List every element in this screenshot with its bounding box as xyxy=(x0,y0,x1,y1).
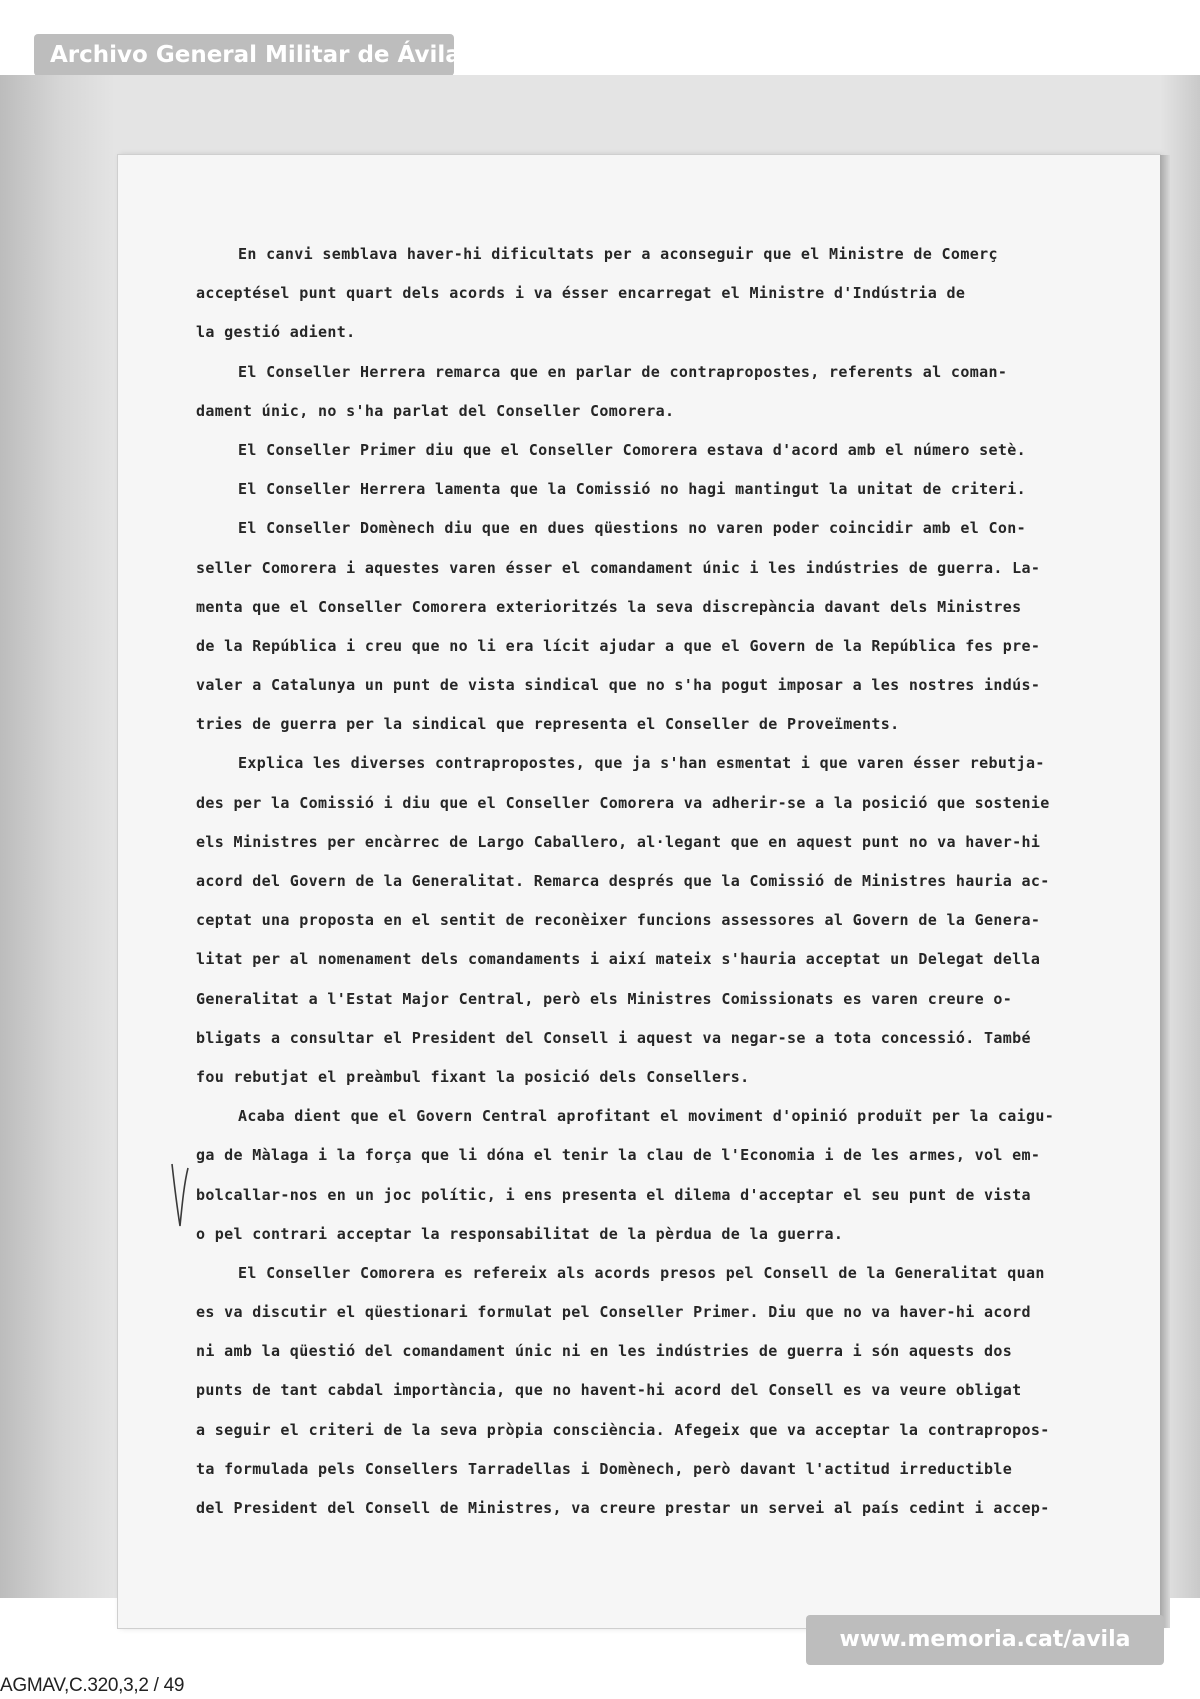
text-line: o pel contrari acceptar la responsabilitat de la pèrdua de la guerra. xyxy=(196,1224,844,1243)
text-line: des per la Comissió i diu que el Conseller Comorera va adherir-se a la posició que sostenie xyxy=(196,793,1050,812)
text-line: Generalitat a l'Estat Major Central, però els Ministres Comissionats es varen creure o- xyxy=(196,989,1013,1008)
text-line: menta que el Conseller Comorera exterioritzés la seva discrepància davant dels Ministres xyxy=(196,597,1022,616)
text-line: En canvi semblava haver-hi dificultats per a aconseguir que el Ministre de Comerç xyxy=(238,245,998,263)
text-line: El Conseller Herrera lamenta que la Comissió no hagi mantingut la unitat de criteri. xyxy=(238,480,1026,499)
text-line: ga de Màlaga i la força que li dóna el tenir la clau de l'Economia i de les armes, vol em- xyxy=(196,1146,1041,1165)
text-line: Acaba dient que el Govern Central aprofitant el moviment d'opinió produït per la caigu- xyxy=(238,1107,1055,1126)
text-line: els Ministres per encàrrec de Largo Caballero, al·legant que en aquest punt no va haver-hi xyxy=(196,832,1041,851)
site-caption: www.memoria.cat/avila xyxy=(806,1615,1164,1665)
page-edge xyxy=(1160,155,1170,1628)
text-line: tries de guerra per la sindical que representa el Conseller de Proveïments. xyxy=(196,715,900,734)
text-line: de la República i creu que no li era lícit ajudar a que el Govern de la República fes pre- xyxy=(196,636,1041,655)
handwritten-margin-mark xyxy=(168,1160,192,1230)
text-line: ni amb la qüestió del comandament únic ni en les indústries de guerra i són aquests dos xyxy=(196,1342,1013,1361)
text-line: El Conseller Domènech diu que en dues qüestions no varen poder coincidir amb el Con- xyxy=(238,519,1026,538)
text-line: es va discutir el qüestionari formulat pel Conseller Primer. Diu que no va haver-hi acord xyxy=(196,1303,1031,1322)
text-line: El Conseller Herrera remarca que en parlar de contrapropostes, referents al coman- xyxy=(238,362,1008,381)
text-line: bolcallar-nos en un joc polític, i ens presenta el dilema d'acceptar el seu punt de vista xyxy=(196,1185,1031,1204)
text-line: del President del Consell de Ministres, va creure prestar un servei al país cedint i accep- xyxy=(196,1499,1050,1517)
text-line: dament únic, no s'ha parlat del Conseller Comorera. xyxy=(196,401,675,420)
text-line: punts de tant cabdal importància, que no havent-hi acord del Consell es va veure obligat xyxy=(196,1381,1022,1400)
text-line: Explica les diverses contrapropostes, que ja s'han esmentat i que varen ésser rebutja- xyxy=(238,754,1045,773)
text-line: valer a Catalunya un punt de vista sindical que no s'ha pogut imposar a les nostres indús- xyxy=(196,676,1041,695)
text-line: a seguir el criteri de la seva pròpia consciència. Afegeix que va acceptar la contrapropos- xyxy=(196,1420,1050,1439)
text-line: El Conseller Primer diu que el Conseller Comorera estava d'acord amb el número setè. xyxy=(238,440,1026,459)
text-line: seller Comorera i aquestes varen ésser el comandament únic i les indústries de guerra. La- xyxy=(196,558,1041,577)
text-line: litat per al nomenament dels comandaments i així mateix s'hauria acceptat un Delegat della xyxy=(196,950,1041,969)
text-line: ceptat una proposta en el sentit de reconèixer funcions assessores al Govern de la Genera- xyxy=(196,911,1041,930)
text-line: ta formulada pels Consellers Tarradellas i Domènech, però davant l'actitud irreductible xyxy=(196,1459,1013,1478)
archive-label: Archivo General Militar de Ávila xyxy=(34,34,454,76)
document-reference: AGMAV,C.320,3,2 / 49 xyxy=(0,1675,185,1696)
text-line: bligats a consultar el President del Consell i aquest va negar-se a tota concessió. També xyxy=(196,1028,1031,1047)
text-line: acord del Govern de la Generalitat. Remarca després que la Comissió de Ministres hauria ac- xyxy=(196,872,1050,890)
text-line: la gestió adient. xyxy=(196,323,356,342)
text-line: fou rebutjat el preàmbul fixant la posició dels Consellers. xyxy=(196,1067,750,1086)
typescript-body xyxy=(196,235,1086,1528)
text-line: El Conseller Comorera es refereix als acords presos pel Consell de la Generalitat quan xyxy=(238,1263,1045,1282)
text-line: acceptésel punt quart dels acords i va ésser encarregat el Ministre d'Indústria de xyxy=(196,284,966,303)
